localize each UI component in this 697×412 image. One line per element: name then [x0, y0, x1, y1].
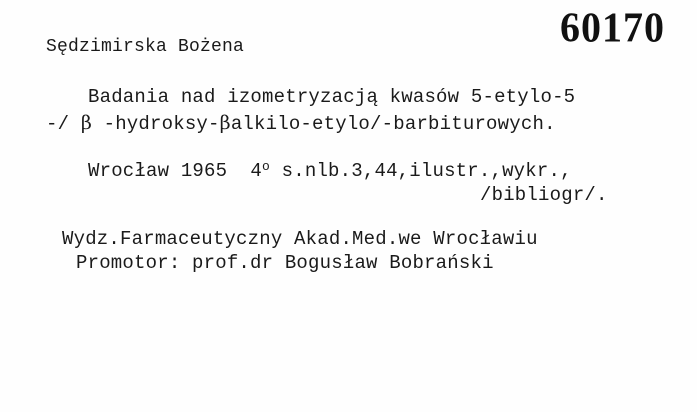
title-line-1: Badania nad izometryzacją kwasów 5-etylo-5: [88, 86, 576, 108]
beta-symbol-1: β: [80, 112, 92, 134]
beta-symbol-2: β: [219, 112, 231, 134]
format-superscript: o: [262, 159, 271, 174]
promoter-line: Promotor: prof.dr Bogusław Bobrański: [76, 252, 494, 274]
publication-details: s.nlb.3,44,ilustr.,wykr.,: [270, 160, 572, 182]
publication-line-1: [88, 160, 572, 182]
publication-line-2: /bibliogr/.: [480, 184, 608, 206]
title-line-2-part-c: alkilo-etylo/-barbiturowych.: [230, 113, 556, 135]
title-line-2: [46, 112, 556, 135]
catalog-number: 60170: [560, 3, 665, 52]
title-line-2-part-b: -hydroksy-: [92, 113, 220, 135]
author-name: Sędzimirska Bożena: [46, 37, 245, 57]
institution-line: Wydz.Farmaceutyczny Akad.Med.we Wrocławiu: [62, 228, 538, 250]
publication-place-year: Wrocław 1965 4: [88, 160, 263, 182]
title-line-2-part-a: -/: [46, 113, 81, 135]
